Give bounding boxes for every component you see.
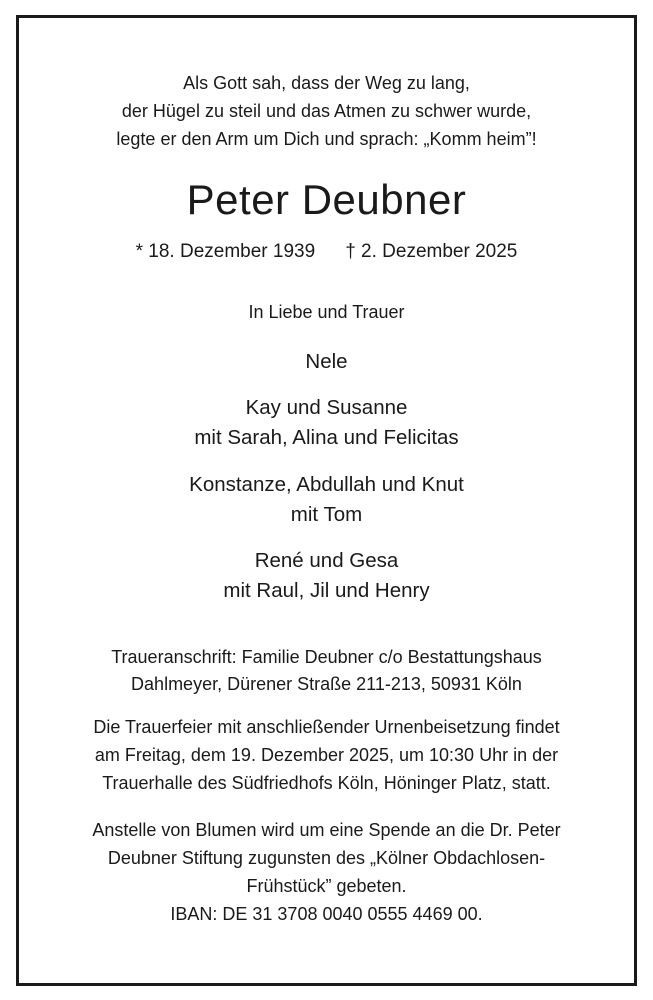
birth-date: * 18. Dezember 1939 — [135, 241, 316, 262]
family-line-2: Kay und Susanne — [245, 396, 408, 419]
ceremony-line-1: Die Trauerfeier mit anschließender Urnenbeisetzung findet — [93, 717, 560, 737]
iban-line: IBAN: DE 31 3708 0040 0555 4469 00. — [170, 904, 483, 924]
death-date: † 2. Dezember 2025 — [345, 241, 518, 262]
life-dates — [0, 241, 653, 263]
ceremony-line-3: Trauerhalle des Südfriedhofs Köln, Höninger Platz, statt. — [102, 773, 551, 793]
family-line-4: Konstanze, Abdullah und Knut — [189, 473, 464, 496]
family-line-5: mit Tom — [290, 503, 363, 526]
family-line-3: mit Sarah, Alina und Felicitas — [194, 426, 459, 449]
ceremony-line-2: am Freitag, dem 19. Dezember 2025, um 10:30 Uhr in der — [94, 745, 559, 765]
address-line-2: Dahlmeyer, Dürener Straße 211-213, 50931 Köln — [131, 674, 522, 694]
family-line-7: mit Raul, Jil und Henry — [223, 579, 430, 602]
donation-line-3: Frühstück” gebeten. — [246, 876, 407, 896]
verse-line-2: der Hügel zu steil und das Atmen zu schwer wurde, — [121, 101, 532, 121]
donation-line-1: Anstelle von Blumen wird um eine Spende an die Dr. Peter — [92, 820, 561, 840]
verse-line-1: Als Gott sah, dass der Weg zu lang, — [183, 73, 470, 93]
family-line-6: René und Gesa — [254, 549, 399, 572]
deceased-name: Peter Deubner — [186, 176, 467, 223]
donation-line-2: Deubner Stiftung zugunsten des „Kölner Obdachlosen- — [107, 848, 546, 868]
verse-line-3: legte er den Arm um Dich und sprach: „Komm heim”! — [116, 129, 537, 149]
family-line-1: Nele — [305, 350, 348, 373]
address-line-1: Traueranschrift: Familie Deubner c/o Bestattungshaus — [111, 647, 542, 667]
intro-text: In Liebe und Trauer — [248, 302, 405, 322]
